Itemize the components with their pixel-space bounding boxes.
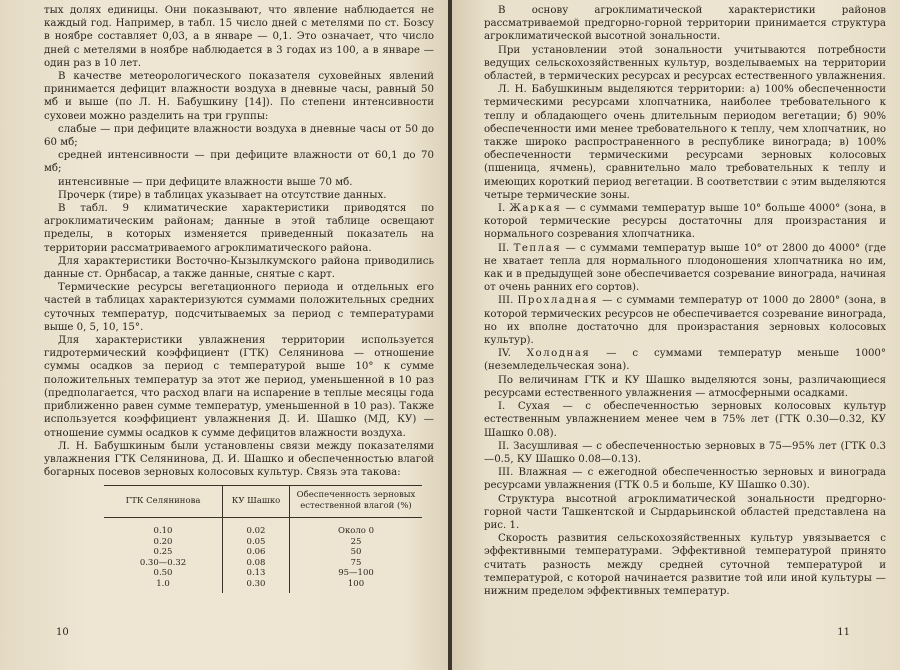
moisture-zone: II. Засушливая — с обеспеченностью зерновых в 75—95% лет (ГТК 0.3—0.5, КУ Шашко 0.08—0.13). [484, 440, 886, 465]
table-row [104, 579, 422, 594]
zone-text: — с суммами температур выше 10° от 2800 до 4000° (где не хватает тепла для нормального плодоношения хлопчатника но им, как и в предыдущей зоне обеспечивается созревание винограда, начиная от очень ранних его сортов). [484, 242, 886, 294]
table-cell: 1.0 [156, 578, 170, 589]
paragraph: слабые — при дефиците влажности воздуха в дневные часы от 50 до 60 мб; [44, 123, 434, 149]
paragraph: Для характеристики увлажнения территории используется гидротермический коэффициент (ГТК) Селянинова — отношение суммы осадков за период с температурой выше 10° к сумме положительных температур за этот же период, уменьшенной в 10 раз (предполагается, что расход влаги на испарение в теплые месяцы года приближенно равен сумме температур, уменьшенной в 10 раз). Также используется коэффициент увлажнения Д. И. Шашко (МД, КУ) — отношение суммы осадков к сумме дефицитов влажности воздуха. [44, 335, 434, 439]
table-row [104, 558, 422, 569]
table-cell: 0.05 [223, 537, 290, 548]
zone-name: Жаркая [509, 203, 562, 215]
moisture-zone: III. Влажная — с ежегодной обеспеченностью зерновых и винограда ресурсами увлажнения (ГТК 0.5 и больше, КУ Шашко 0.30). [484, 467, 886, 492]
table-header: КУ Шашко [223, 486, 290, 518]
left-page [0, 0, 448, 670]
table-cell: 0.50 [153, 568, 173, 579]
table-row [104, 547, 422, 558]
table-cell: 0.10 [153, 526, 173, 537]
table-cell: 95—100 [290, 568, 423, 579]
zone-text: — с суммами температур от 1000 до 2800° (зона, в которой термических ресурсов не обеспечивается созревание винограда, но их вполне достаточно для произрастания зерновых колосовых культур). [484, 295, 887, 347]
table-row [104, 518, 422, 537]
zone-number: III. [498, 295, 514, 307]
zone-paragraph [484, 202, 886, 242]
table-header: ГТК Селянинова [104, 486, 223, 518]
table-cell: 0.08 [223, 558, 290, 569]
table-cell: 100 [290, 579, 423, 594]
zone-text: — с суммами температур меньше 1000° (неземледельческая зона). [484, 348, 886, 373]
zone-paragraph [484, 242, 886, 295]
table-cell: 25 [290, 537, 423, 548]
zone-paragraph [484, 294, 886, 347]
paragraph: В табл. 9 климатические характеристики приводятся по агроклиматическим районам; данные в этой таблице освещают пределы, в которых изменяется приведенный показатель на территории рассматриваемого агроклиматического района. [44, 203, 434, 254]
zone-number: IV. [498, 348, 511, 360]
table-row [104, 537, 422, 548]
paragraph: средней интенсивности — при дефиците влажности от 60,1 до 70 мб; [44, 150, 434, 175]
paragraph: Для характеристики Восточно-Кызылкумского района приводились данные ст. Орнбасар, а также данные, снятые с карт. [44, 255, 434, 281]
paragraph: интенсивные — при дефиците влажности выше 70 мб. [58, 176, 353, 188]
table-cell: 75 [290, 558, 423, 569]
zone-name: Прохладная [517, 295, 598, 307]
table-cell: Около 0 [290, 518, 423, 537]
paragraph: Термические ресурсы вегетационного периода и отдельных его частей в таблицах характеризуются суммами положительных средних суточных температур, подсчитываемых за период с температурами выше 0, 5, 10, 15°. [44, 282, 434, 333]
paragraph: Л. Н. Бабушкиным выделяются территории: а) 100% обеспеченности термическими ресурсами хлопчатника, наиболее требовательного к теплу и обладающего очень длительным периодом вегетации; б) 90% обеспеченности ими менее требовательного к теплу, чем хлопчатник, но также широко распространенного в республике винограда; в) 100% обеспеченности термическими ресурсами зерновых колосовых (пшеница, ячмень), сравнительно мало требовательных к теплу и имеющих короткий период вегетации. В соответствии с этим выделяются четыре термические зоны. [484, 84, 886, 201]
moisture-relation-table [104, 485, 422, 593]
table-row [104, 568, 422, 579]
paragraph: В качестве метеорологического показателя суховейных явлений принимается дефицит влажности воздуха в дневные часы, равный 50 мб и выше (по Л. Н. Бабушкину [14]). По степени интенсивности суховеи можно разделить на три группы: [44, 71, 434, 122]
zone-name: Теплая [513, 242, 562, 254]
page-number: 11 [837, 627, 850, 638]
table-cell: 0.30—0.32 [139, 557, 187, 568]
paragraph: тых долях единицы. Они показывают, что явление наблюдается не каждый год. Например, в табл. 15 число дней с метелями по ст. Бозсу в ноябре составляет 0,03, а в январе — 0,1. Это означает, что число дней с метелями в ноябре наблюдается в 3 годах из 100, а в январе — один раз в 10 лет. [44, 5, 434, 69]
zone-name: Холодная [526, 348, 591, 360]
right-page [452, 0, 900, 670]
moisture-zone: I. Сухая — с обеспеченностью зерновых колосовых культур естественным увлажнением менее чем в 75% лет (ГТК 0.30—0.32, КУ Шашко 0.08). [484, 401, 886, 439]
table-cell: 0.02 [223, 518, 290, 537]
table-header: Обеспеченность зерновых естественной влагой (%) [290, 486, 423, 518]
paragraph: Прочерк (тире) в таблицах указывает на отсутствие данных. [58, 189, 387, 201]
table-cell: 0.30 [223, 579, 290, 594]
page-number: 10 [56, 627, 69, 638]
table-cell: 0.13 [223, 568, 290, 579]
zone-text: — с суммами температур выше 10° больше 4000° (зона, в которой термические ресурсы достаточны для произрастания и нормального созревания хлопчатника. [484, 203, 886, 241]
table-cell: 0.25 [153, 547, 173, 558]
paragraph: Структура высотной агроклиматической зональности предгорно-горной части Ташкентской и Сырдарьинской областей представлена на рис. 1. [484, 493, 886, 531]
paragraph: Скорость развития сельскохозяйственных культур увязывается с эффективными температурами. Эффективной температурой принято считать разность между средней суточной температурой и температурой, с которой начинается развитие той или иной культуры — нижним пределом эффективных температур. [484, 533, 886, 597]
zone-number: II. [498, 242, 510, 254]
paragraph: По величинам ГТК и КУ Шашко выделяются зоны, различающиеся ресурсами естественного увлажнения — атмосферными осадками. [484, 374, 886, 399]
zone-paragraph [484, 347, 886, 373]
paragraph: В основу агроклиматической характеристики районов рассматриваемой предгорно-горной территории принимается структура агроклиматической высотной зональности. [484, 5, 886, 43]
table-cell: 50 [290, 547, 423, 558]
table-cell: 0.06 [223, 547, 290, 558]
paragraph: При установлении этой зональности учитываются потребности ведущих сельскохозяйственных культур, возделываемых на территории областей, в термических ресурсах и ресурсах естественного увлажнения. [484, 44, 886, 83]
table-cell: 0.20 [153, 536, 173, 547]
paragraph: Л. Н. Бабушкиным были установлены связи между показателями увлажнения ГТК Селянинова, Д. И. Шашко и обеспеченностью влагой богарных посевов зерновых колосовых культур. Связь эта такова: [44, 440, 434, 479]
zone-number: I. [498, 203, 506, 215]
